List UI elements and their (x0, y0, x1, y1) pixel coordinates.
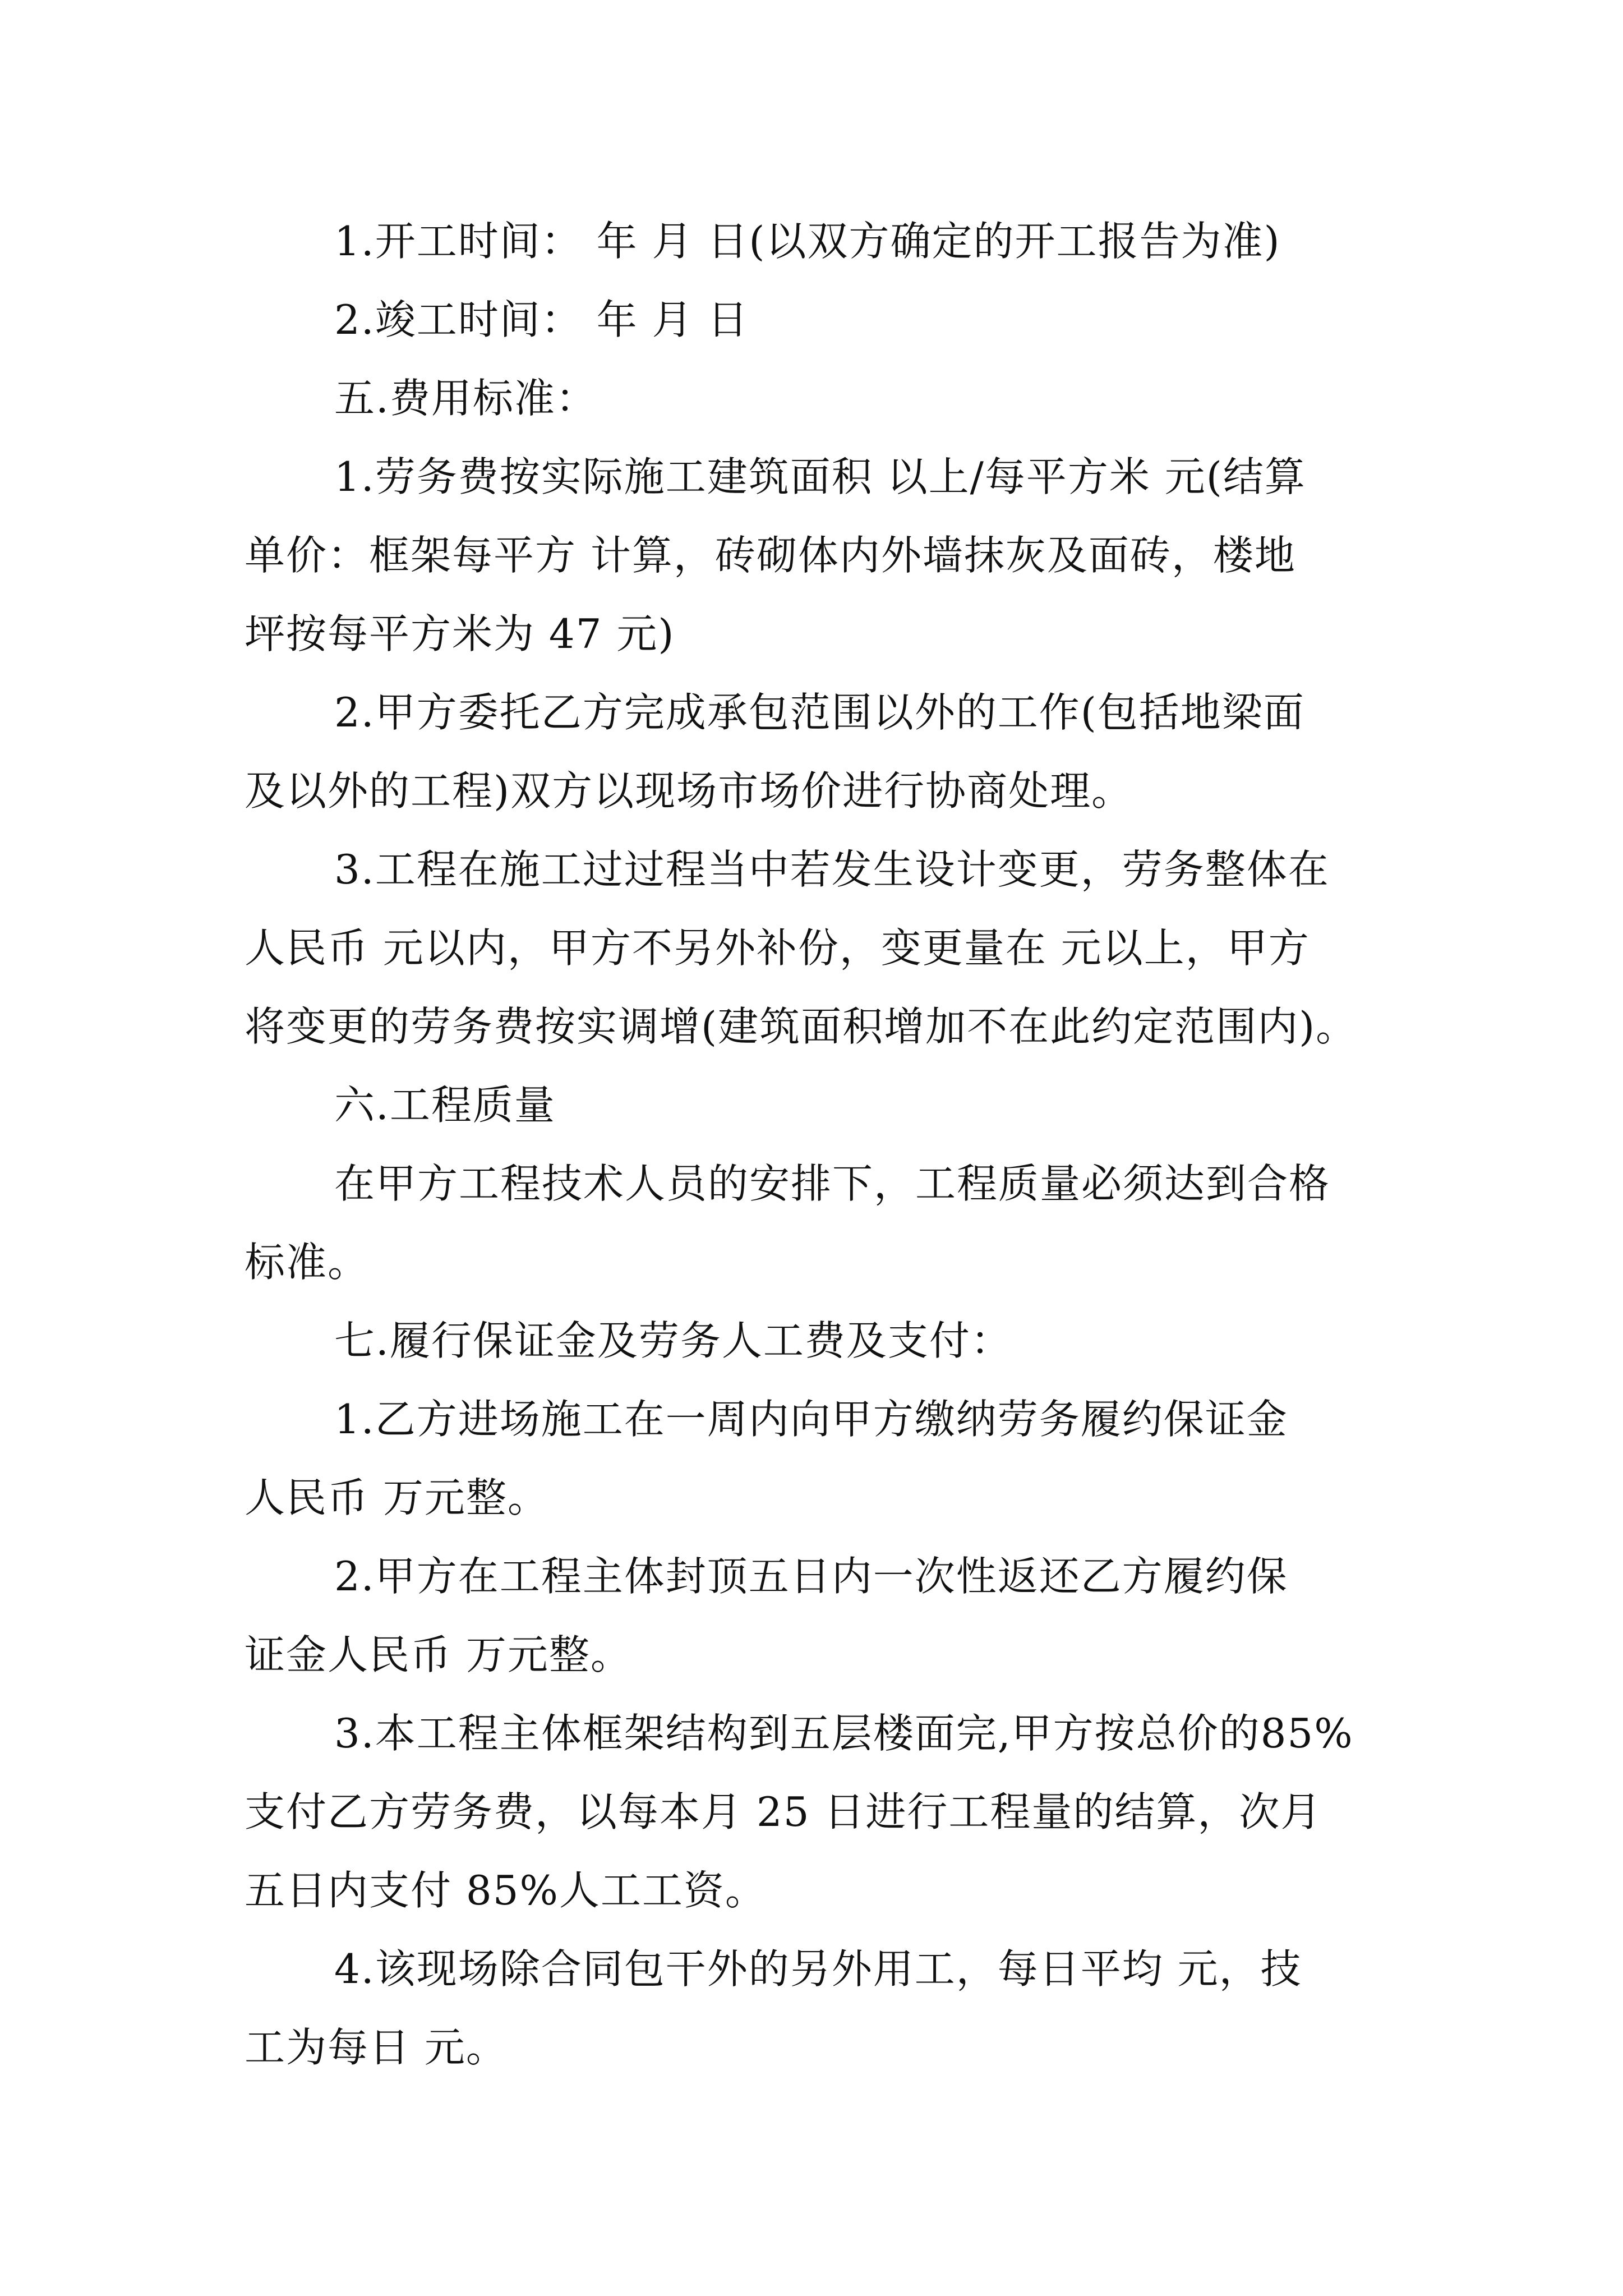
payment-clause-3-line-2: 支付乙方劳务费，以每本月 25 日进行工程量的结算，次月 (245, 1788, 1322, 1835)
payment-clause-2-line-2: 证金人民币 万元整。 (245, 1631, 632, 1678)
section-seven-heading: 七.履行保证金及劳务人工费及支付： (334, 1317, 1012, 1364)
completion-time-line: 2.竣工时间： 年 月 日 (334, 296, 749, 343)
document-body (245, 202, 1389, 2087)
fee-clause-1-line-2: 单价：框架每平方 计算，砖砌体内外墙抹灰及面砖，楼地 (245, 532, 1296, 579)
quality-clause-line-1: 在甲方工程技术人员的安排下，工程质量必须达到合格 (334, 1160, 1331, 1207)
payment-clause-4-line-1: 4.该现场除合同包干外的另外用工，每日平均 元，技 (334, 1945, 1302, 1993)
fee-clause-2-line-2: 及以外的工程)双方以现场市场价进行协商处理。 (245, 767, 1133, 815)
fee-clause-3-line-1: 3.工程在施工过过程当中若发生设计变更，劳务整体在 (334, 846, 1330, 893)
payment-clause-1-line-1: 1.乙方进场施工在一周内向甲方缴纳劳务履约保证金 (334, 1396, 1288, 1443)
payment-clause-4-line-2: 工为每日 元。 (245, 2024, 508, 2071)
payment-clause-3-line-3: 五日内支付 85%人工工资。 (245, 1867, 767, 1914)
quality-clause-line-2: 标准。 (245, 1239, 370, 1286)
fee-clause-1-line-3: 坪按每平方米为 47 元) (245, 610, 675, 657)
start-time-line: 1.开工时间： 年 月 日(以双方确定的开工报告为准) (334, 218, 1281, 265)
fee-clause-2-line-1: 2.甲方委托乙方完成承包范围以外的工作(包括地梁面 (334, 689, 1305, 736)
fee-clause-3-line-3: 将变更的劳务费按实调增(建筑面积增加不在此约定范围内)。 (245, 1003, 1358, 1050)
section-six-heading: 六.工程质量 (334, 1082, 556, 1129)
section-five-heading: 五.费用标准： (334, 375, 597, 422)
fee-clause-1-line-1: 1.劳务费按实际施工建筑面积 以上/每平方米 元(结算 (334, 453, 1306, 500)
payment-clause-1-line-2: 人民币 万元整。 (245, 1474, 549, 1521)
payment-clause-2-line-1: 2.甲方在工程主体封顶五日内一次性返还乙方履约保 (334, 1553, 1288, 1600)
payment-clause-3-line-1: 3.本工程主体框架结构到五层楼面完,甲方按总价的85% (334, 1710, 1354, 1757)
fee-clause-3-line-2: 人民币 元以内，甲方不另外补份，变更量在 元以上，甲方 (245, 924, 1310, 972)
